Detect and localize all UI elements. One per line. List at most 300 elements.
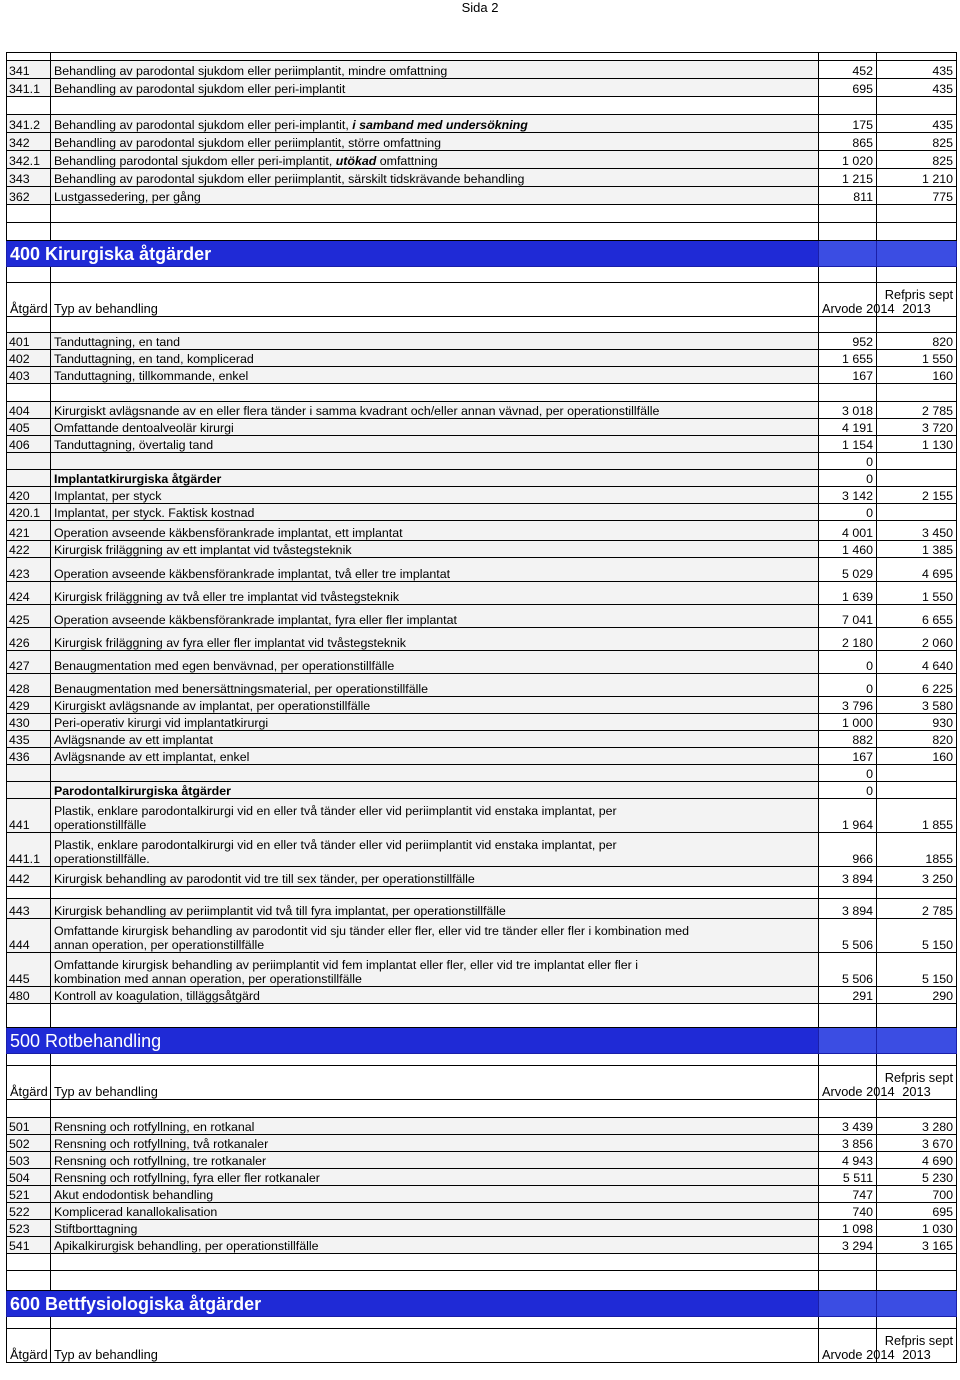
- spacer-row: [7, 223, 957, 241]
- table-row: [7, 1152, 957, 1169]
- column-header-refpris-line1: Refpris sept: [884, 1070, 953, 1085]
- refpris-value: 4 695: [877, 558, 957, 582]
- section-band-fill: [819, 1028, 877, 1054]
- treatment-code: 405: [7, 419, 51, 436]
- arvode-value: 966: [819, 833, 877, 867]
- empty-cell: [51, 1100, 819, 1118]
- spacer-row: [7, 1254, 957, 1271]
- empty-cell: [877, 1100, 957, 1118]
- treatment-code: 436: [7, 748, 51, 765]
- refpris-value: 6 225: [877, 674, 957, 697]
- arvode-value: 882: [819, 731, 877, 748]
- empty-cell: [819, 887, 877, 899]
- treatment-description: Rensning och rotfyllning, en rotkanal: [51, 1118, 819, 1135]
- section-band-fill: [877, 241, 957, 267]
- refpris-value: 3 280: [877, 1118, 957, 1135]
- refpris-value: [877, 453, 957, 470]
- treatment-code: [7, 782, 51, 799]
- treatment-code: 425: [7, 605, 51, 628]
- column-header-description: Typ av behandling: [51, 1066, 819, 1100]
- table-row: [7, 367, 957, 384]
- arvode-value: 1 655: [819, 350, 877, 367]
- arvode-value: 1 215: [819, 169, 877, 187]
- column-header-refpris-line1: Refpris sept: [884, 287, 953, 302]
- treatment-code: 522: [7, 1203, 51, 1220]
- arvode-value: 3 018: [819, 402, 877, 419]
- table-row: [7, 541, 957, 558]
- refpris-value: [877, 782, 957, 799]
- empty-cell: [51, 267, 819, 283]
- refpris-value: 5 230: [877, 1169, 957, 1186]
- refpris-value: 3 450: [877, 521, 957, 541]
- treatment-code: 341: [7, 61, 51, 79]
- treatment-code: 442: [7, 867, 51, 887]
- table-row: [7, 402, 957, 419]
- refpris-value: 2 060: [877, 628, 957, 651]
- treatment-description: Avlägsnande av ett implantat: [51, 731, 819, 748]
- treatment-description: Peri-operativ kirurgi vid implantatkirurgi: [51, 714, 819, 731]
- spacer-row: [7, 205, 957, 223]
- table-row: [7, 436, 957, 453]
- treatment-code: 521: [7, 1186, 51, 1203]
- empty-cell: [51, 317, 819, 333]
- arvode-value: 167: [819, 748, 877, 765]
- treatment-code: 343: [7, 169, 51, 187]
- treatment-code: 541: [7, 1237, 51, 1254]
- arvode-value: 740: [819, 1203, 877, 1220]
- refpris-value: 1 130: [877, 436, 957, 453]
- treatment-code: 441: [7, 799, 51, 833]
- refpris-value: 700: [877, 1186, 957, 1203]
- empty-cell: [51, 223, 819, 241]
- refpris-value: 6 655: [877, 605, 957, 628]
- treatment-code: 441.1: [7, 833, 51, 867]
- empty-cell: [51, 97, 819, 115]
- refpris-value: 1 030: [877, 1220, 957, 1237]
- treatment-description: Kirurgisk friläggning av ett implantat vid tvåstegsteknik: [51, 541, 819, 558]
- table-row: [7, 987, 957, 1004]
- spacer-row: [7, 53, 957, 61]
- treatment-description: Behandling av parodontal sjukdom eller periimplantit, större omfattning: [51, 133, 819, 151]
- page-number-label: Sida 2: [461, 0, 499, 15]
- arvode-value: 0: [819, 470, 877, 487]
- column-header-code: Åtgärd: [7, 283, 51, 317]
- refpris-value: 820: [877, 333, 957, 350]
- arvode-value: 5 506: [819, 953, 877, 987]
- table-row: [7, 651, 957, 674]
- empty-cell: [877, 267, 957, 283]
- arvode-value: 1 098: [819, 1220, 877, 1237]
- table-row: [7, 61, 957, 79]
- price-list-sheet: [6, 52, 956, 1363]
- arvode-value: 5 511: [819, 1169, 877, 1186]
- empty-cell: [877, 887, 957, 899]
- empty-cell: [819, 205, 877, 223]
- column-header-description: Typ av behandling: [51, 1329, 819, 1363]
- arvode-value: 0: [819, 651, 877, 674]
- arvode-value: 167: [819, 367, 877, 384]
- empty-cell: [819, 1254, 877, 1271]
- treatment-description: [51, 151, 819, 169]
- treatment-code: 444: [7, 919, 51, 953]
- spacer-row: [7, 317, 957, 333]
- arvode-value: 452: [819, 61, 877, 79]
- section-header-band: [7, 241, 957, 267]
- empty-cell: [51, 1004, 819, 1028]
- empty-cell: [819, 1004, 877, 1028]
- empty-cell: [51, 1054, 819, 1066]
- refpris-value: 3 250: [877, 867, 957, 887]
- table-row: [7, 470, 957, 487]
- refpris-value: 695: [877, 1203, 957, 1220]
- treatment-description-line1: Plastik, enklare parodontalkirurgi vid en eller två tänder eller vid periimplantit vid enstaka implantat, per: [54, 804, 617, 818]
- spacer-row: [7, 267, 957, 283]
- arvode-value: 291: [819, 987, 877, 1004]
- treatment-code: 504: [7, 1169, 51, 1186]
- table-row: [7, 115, 957, 133]
- price-table-body: [7, 53, 957, 1363]
- section-band-fill: [819, 1291, 877, 1317]
- treatment-description: Operation avseende käkbensförankrade implantat, två eller tre implantat: [51, 558, 819, 582]
- refpris-value: 3 580: [877, 697, 957, 714]
- treatment-code: 426: [7, 628, 51, 651]
- treatment-code: 404: [7, 402, 51, 419]
- table-row: [7, 674, 957, 697]
- treatment-code: 430: [7, 714, 51, 731]
- table-row: [7, 1203, 957, 1220]
- column-header-refpris-line2: 2013: [902, 1347, 931, 1362]
- table-row: [7, 919, 957, 953]
- treatment-code: 403: [7, 367, 51, 384]
- treatment-code: 420.1: [7, 504, 51, 521]
- table-row: [7, 350, 957, 367]
- empty-cell: [7, 1004, 51, 1028]
- column-header-arvode: Arvode 2014: [819, 283, 877, 317]
- treatment-code: [7, 453, 51, 470]
- treatment-code: 341.2: [7, 115, 51, 133]
- treatment-description: Kirurgisk friläggning av fyra eller fler implantat vid tvåstegsteknik: [51, 628, 819, 651]
- table-row: [7, 169, 957, 187]
- treatment-description: Omfattande dentoalveolär kirurgi: [51, 419, 819, 436]
- treatment-code: 421: [7, 521, 51, 541]
- arvode-value: 1 154: [819, 436, 877, 453]
- empty-cell: [877, 317, 957, 333]
- empty-cell: [877, 1271, 957, 1291]
- treatment-description: Behandling av parodontal sjukdom eller periimplantit, mindre omfattning: [51, 61, 819, 79]
- treatment-description-line1: Omfattande kirurgisk behandling av parodontit vid sju tänder eller fler, eller vid tre tänder eller fler i kombination med: [54, 924, 690, 938]
- spacer-row: [7, 1317, 957, 1329]
- treatment-description: Lustgassedering, per gång: [51, 187, 819, 205]
- treatment-description: Benaugmentation med benersättningsmaterial, per operationstillfälle: [51, 674, 819, 697]
- arvode-value: 7 041: [819, 605, 877, 628]
- arvode-value: 3 142: [819, 487, 877, 504]
- treatment-code: 523: [7, 1220, 51, 1237]
- arvode-value: 1 000: [819, 714, 877, 731]
- empty-cell: [51, 384, 819, 402]
- table-row: [7, 521, 957, 541]
- table-row: [7, 782, 957, 799]
- table-row: [7, 867, 957, 887]
- arvode-value: 1 964: [819, 799, 877, 833]
- empty-cell: [877, 1254, 957, 1271]
- empty-cell: [819, 384, 877, 402]
- spacer-row: [7, 1054, 957, 1066]
- refpris-value: 160: [877, 367, 957, 384]
- refpris-value: 5 150: [877, 919, 957, 953]
- treatment-description: Kirurgiskt avlägsnande av en eller flera tänder i samma kvadrant och/eller annan vävnad, per operationstillfälle: [51, 402, 819, 419]
- table-row: [7, 582, 957, 605]
- treatment-description: Rensning och rotfyllning, tre rotkanaler: [51, 1152, 819, 1169]
- treatment-description: Behandling av parodontal sjukdom eller periimplantit, särskilt tidskrävande behandling: [51, 169, 819, 187]
- treatment-code: 424: [7, 582, 51, 605]
- treatment-description: Komplicerad kanallokalisation: [51, 1203, 819, 1220]
- spacer-row: [7, 887, 957, 899]
- table-row: [7, 799, 957, 833]
- arvode-value: 5 029: [819, 558, 877, 582]
- table-row: [7, 558, 957, 582]
- treatment-description: Behandling av parodontal sjukdom eller peri-implantit: [51, 79, 819, 97]
- arvode-value: 0: [819, 765, 877, 782]
- empty-cell: [877, 53, 957, 61]
- treatment-description: Kirurgisk friläggning av två eller tre implantat vid tvåstegsteknik: [51, 582, 819, 605]
- treatment-description: Rensning och rotfyllning, fyra eller fler rotkanaler: [51, 1169, 819, 1186]
- empty-cell: [819, 1100, 877, 1118]
- table-row: [7, 1169, 957, 1186]
- treatment-description: Operation avseende käkbensförankrade implantat, ett implantat: [51, 521, 819, 541]
- arvode-value: 5 506: [819, 919, 877, 953]
- column-header-code: Åtgärd: [7, 1066, 51, 1100]
- refpris-value: 160: [877, 748, 957, 765]
- refpris-value: 3 165: [877, 1237, 957, 1254]
- empty-cell: [819, 1271, 877, 1291]
- column-header-row: [7, 283, 957, 317]
- empty-cell: [7, 1271, 51, 1291]
- refpris-value: 3 720: [877, 419, 957, 436]
- treatment-code: 445: [7, 953, 51, 987]
- empty-cell: [7, 1100, 51, 1118]
- treatment-description: Tanduttagning, tillkommande, enkel: [51, 367, 819, 384]
- empty-cell: [7, 53, 51, 61]
- treatment-code: 443: [7, 899, 51, 919]
- treatment-description: Parodontalkirurgiska åtgärder: [51, 782, 819, 799]
- spacer-row: [7, 1004, 957, 1028]
- column-header-arvode: Arvode 2014: [819, 1066, 877, 1100]
- refpris-value: 290: [877, 987, 957, 1004]
- treatment-description: Tanduttagning, en tand, komplicerad: [51, 350, 819, 367]
- empty-cell: [51, 205, 819, 223]
- arvode-value: 1 460: [819, 541, 877, 558]
- refpris-value: 4 640: [877, 651, 957, 674]
- refpris-value: 930: [877, 714, 957, 731]
- section-header-band: [7, 1291, 957, 1317]
- table-row: [7, 628, 957, 651]
- treatment-description: [51, 765, 819, 782]
- table-row: [7, 79, 957, 97]
- refpris-value: 1855: [877, 833, 957, 867]
- refpris-value: 1 550: [877, 582, 957, 605]
- treatment-code: 406: [7, 436, 51, 453]
- treatment-code: 435: [7, 731, 51, 748]
- treatment-description: [51, 453, 819, 470]
- refpris-value: 1 550: [877, 350, 957, 367]
- table-row: [7, 453, 957, 470]
- arvode-value: 1 020: [819, 151, 877, 169]
- column-header-arvode: Arvode 2014: [819, 1329, 877, 1363]
- empty-cell: [7, 1317, 51, 1329]
- empty-cell: [877, 1004, 957, 1028]
- treatment-description: Implantat, per styck. Faktisk kostnad: [51, 504, 819, 521]
- table-row: [7, 953, 957, 987]
- treatment-code: 420: [7, 487, 51, 504]
- treatment-code: 503: [7, 1152, 51, 1169]
- refpris-value: 825: [877, 133, 957, 151]
- treatment-description-line2: kombination med annan operation, per operationstillfälle: [54, 972, 362, 986]
- column-header-refpris-line2: 2013: [902, 1084, 931, 1099]
- treatment-description-part: omfattning: [376, 154, 438, 168]
- treatment-description-part: utökad: [335, 154, 377, 168]
- empty-cell: [7, 317, 51, 333]
- empty-cell: [51, 1254, 819, 1271]
- treatment-description-line2: operationstillfälle.: [54, 852, 150, 866]
- empty-cell: [7, 97, 51, 115]
- empty-cell: [7, 1054, 51, 1066]
- empty-cell: [51, 1317, 819, 1329]
- table-row: [7, 1118, 957, 1135]
- treatment-description: Benaugmentation med egen benvävnad, per operationstillfälle: [51, 651, 819, 674]
- treatment-code: 428: [7, 674, 51, 697]
- empty-cell: [877, 97, 957, 115]
- empty-cell: [7, 1254, 51, 1271]
- treatment-description: Kirurgisk behandling av parodontit vid tre till sex tänder, per operationstillfälle: [51, 867, 819, 887]
- arvode-value: 3 294: [819, 1237, 877, 1254]
- table-row: [7, 1237, 957, 1254]
- refpris-value: 775: [877, 187, 957, 205]
- refpris-value: 2 785: [877, 899, 957, 919]
- empty-cell: [819, 53, 877, 61]
- column-header-description: Typ av behandling: [51, 283, 819, 317]
- treatment-code: 342.1: [7, 151, 51, 169]
- table-row: [7, 504, 957, 521]
- arvode-value: 811: [819, 187, 877, 205]
- treatment-description: Avlägsnande av ett implantat, enkel: [51, 748, 819, 765]
- empty-cell: [819, 267, 877, 283]
- table-row: [7, 1220, 957, 1237]
- treatment-code: [7, 765, 51, 782]
- arvode-value: 3 856: [819, 1135, 877, 1152]
- column-header-row: [7, 1066, 957, 1100]
- treatment-description: Implantat, per styck: [51, 487, 819, 504]
- refpris-value: 2 785: [877, 402, 957, 419]
- treatment-description: Kontroll av koagulation, tilläggsåtgärd: [51, 987, 819, 1004]
- empty-cell: [7, 384, 51, 402]
- treatment-description: Tanduttagning, en tand: [51, 333, 819, 350]
- table-row: [7, 151, 957, 169]
- refpris-value: 2 155: [877, 487, 957, 504]
- section-title: 400 Kirurgiska åtgärder: [7, 241, 819, 267]
- treatment-description-line2: operationstillfälle: [54, 818, 147, 832]
- treatment-description: Apikalkirurgisk behandling, per operationstillfälle: [51, 1237, 819, 1254]
- spacer-row: [7, 97, 957, 115]
- treatment-description-part: Behandling parodontal sjukdom eller peri-implantit,: [54, 154, 336, 168]
- treatment-description: Operation avseende käkbensförankrade implantat, fyra eller fler implantat: [51, 605, 819, 628]
- empty-cell: [7, 887, 51, 899]
- table-row: [7, 899, 957, 919]
- section-band-fill: [877, 1291, 957, 1317]
- table-row: [7, 487, 957, 504]
- section-title: 600 Bettfysiologiska åtgärder: [7, 1291, 819, 1317]
- treatment-code: 502: [7, 1135, 51, 1152]
- treatment-code: 362: [7, 187, 51, 205]
- table-row: [7, 1186, 957, 1203]
- empty-cell: [51, 1271, 819, 1291]
- treatment-code: 429: [7, 697, 51, 714]
- treatment-code: 501: [7, 1118, 51, 1135]
- treatment-description: Kirurgisk behandling av periimplantit vid två till fyra implantat, per operationstillfälle: [51, 899, 819, 919]
- treatment-description: Kirurgiskt avlägsnande av implantat, per operationstillfälle: [51, 697, 819, 714]
- empty-cell: [819, 317, 877, 333]
- spacer-row: [7, 384, 957, 402]
- empty-cell: [7, 267, 51, 283]
- treatment-description: Rensning och rotfyllning, två rotkanaler: [51, 1135, 819, 1152]
- arvode-value: 865: [819, 133, 877, 151]
- treatment-description-line1: Plastik, enklare parodontalkirurgi vid en eller två tänder eller vid periimplantit vid enstaka implantat, per: [54, 838, 617, 852]
- table-row: [7, 187, 957, 205]
- treatment-description: [51, 799, 819, 833]
- refpris-value: 1 385: [877, 541, 957, 558]
- empty-cell: [877, 384, 957, 402]
- empty-cell: [819, 1317, 877, 1329]
- column-header-code: Åtgärd: [7, 1329, 51, 1363]
- treatment-description-part: Behandling av parodontal sjukdom eller peri-implantit,: [54, 118, 353, 132]
- arvode-value: 3 796: [819, 697, 877, 714]
- table-row: [7, 333, 957, 350]
- treatment-description: [51, 919, 819, 953]
- refpris-value: 3 670: [877, 1135, 957, 1152]
- arvode-value: 1 639: [819, 582, 877, 605]
- table-row: [7, 419, 957, 436]
- treatment-code: 342: [7, 133, 51, 151]
- empty-cell: [51, 887, 819, 899]
- empty-cell: [819, 97, 877, 115]
- section-title: 500 Rotbehandling: [7, 1028, 819, 1054]
- empty-cell: [7, 205, 51, 223]
- treatment-description: Akut endodontisk behandling: [51, 1186, 819, 1203]
- arvode-value: 4 943: [819, 1152, 877, 1169]
- refpris-value: [877, 504, 957, 521]
- arvode-value: 3 894: [819, 867, 877, 887]
- treatment-description-line2: annan operation, per operationstillfälle: [54, 938, 265, 952]
- empty-cell: [819, 1054, 877, 1066]
- section-band-fill: [819, 241, 877, 267]
- refpris-value: 820: [877, 731, 957, 748]
- refpris-value: 1 855: [877, 799, 957, 833]
- arvode-value: 4 191: [819, 419, 877, 436]
- empty-cell: [7, 223, 51, 241]
- table-row: [7, 765, 957, 782]
- table-row: [7, 1135, 957, 1152]
- refpris-value: 5 150: [877, 953, 957, 987]
- refpris-value: 435: [877, 79, 957, 97]
- treatment-description: [51, 833, 819, 867]
- empty-cell: [877, 223, 957, 241]
- treatment-description: Implantatkirurgiska åtgärder: [51, 470, 819, 487]
- arvode-value: 952: [819, 333, 877, 350]
- treatment-description: Stiftborttagning: [51, 1220, 819, 1237]
- arvode-value: 4 001: [819, 521, 877, 541]
- treatment-description: Tanduttagning, övertalig tand: [51, 436, 819, 453]
- treatment-code: 423: [7, 558, 51, 582]
- treatment-code: 480: [7, 987, 51, 1004]
